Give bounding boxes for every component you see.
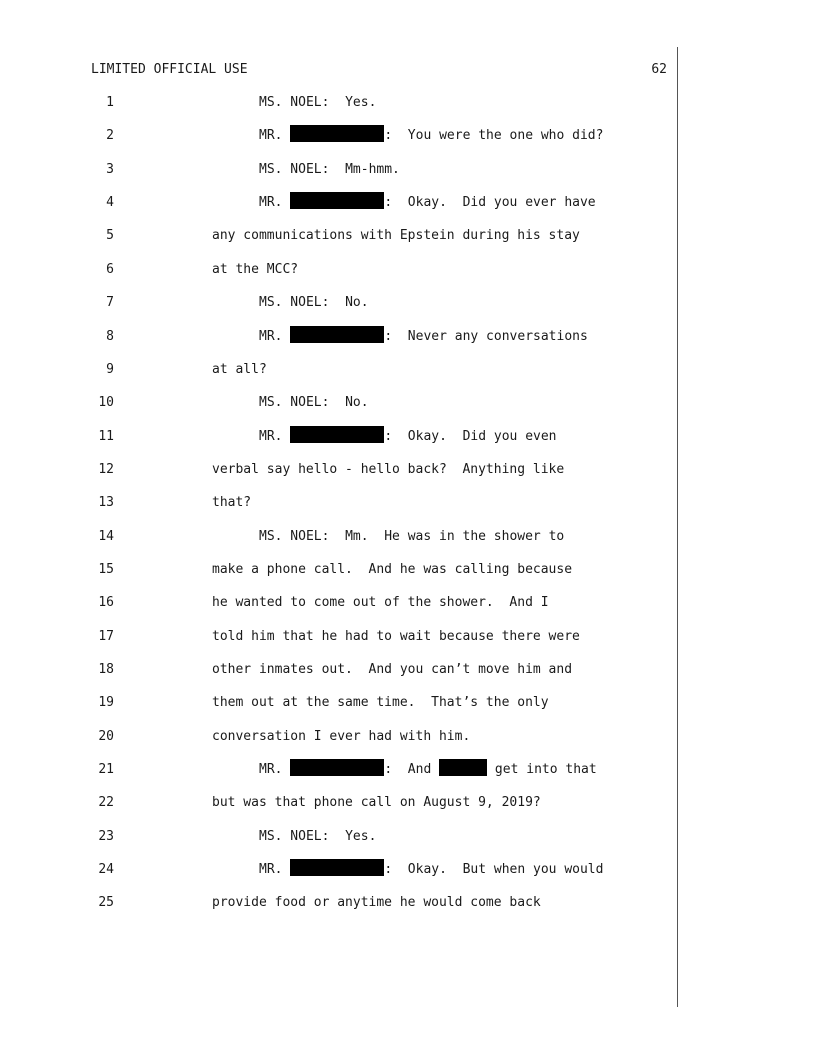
transcript-line (0, 159, 816, 181)
line-text-segment: : You were the one who did? (384, 128, 604, 144)
line-text-segment: MR. (259, 428, 291, 444)
line-text (212, 792, 541, 814)
line-number: 16 (98, 595, 114, 611)
line-text-segment: any communications with Epstein during his stay (212, 228, 580, 244)
redaction-box (290, 326, 384, 343)
line-number: 6 (106, 261, 114, 277)
transcript-line (0, 859, 816, 881)
line-number: 4 (106, 195, 114, 211)
line-text-segment: at the MCC? (212, 261, 299, 277)
transcript-line (0, 826, 816, 848)
line-text-segment: provide food or anytime he would come back (212, 895, 541, 911)
line-text-segment: at all? (212, 361, 267, 377)
transcript-line (0, 626, 816, 648)
line-text-segment: MR. (259, 762, 291, 777)
line-text-segment: MS. NOEL: Mm-hmm. (259, 161, 400, 177)
line-number: 5 (106, 228, 114, 244)
line-text (212, 259, 298, 281)
line-number: 12 (98, 461, 114, 477)
line-number: 22 (98, 795, 114, 811)
line-text-segment: MS. NOEL: Yes. (259, 828, 377, 844)
page-number: 62 (651, 62, 667, 77)
line-number: 10 (98, 395, 114, 411)
line-text (212, 692, 549, 714)
transcript-line (0, 292, 816, 314)
transcript-line (0, 692, 816, 714)
line-number: 23 (98, 828, 114, 844)
line-text-segment: MS. NOEL: No. (259, 295, 369, 311)
line-number: 19 (98, 695, 114, 711)
line-text-segment: MS. NOEL: No. (259, 395, 369, 411)
transcript-line (0, 359, 816, 381)
line-text-segment: : Never any conversations (384, 328, 588, 344)
line-text-segment: that? (212, 495, 252, 511)
redaction-box (439, 759, 487, 776)
line-text (259, 759, 597, 781)
line-number: 17 (98, 628, 114, 644)
line-text (259, 826, 376, 848)
transcript-line (0, 459, 816, 481)
transcript-line (0, 892, 816, 914)
transcript-line (0, 759, 816, 781)
line-text (212, 592, 549, 614)
line-text (212, 459, 564, 481)
line-number: 18 (98, 662, 114, 677)
classification-header: LIMITED OFFICIAL USE (91, 62, 248, 77)
line-text-segment: MR. (259, 195, 291, 211)
line-text (212, 559, 572, 581)
line-text-segment: : And (384, 762, 440, 777)
line-text (259, 392, 369, 414)
line-text (259, 526, 564, 548)
line-text-segment: MS. NOEL: Mm. He was in the shower to (259, 528, 565, 544)
line-text-segment: conversation I ever had with him. (212, 728, 471, 744)
line-text (259, 192, 596, 214)
line-text-segment: but was that phone call on August 9, 2019? (212, 795, 541, 811)
line-text-segment: : Okay. But when you would (384, 862, 604, 878)
transcript-line (0, 326, 816, 348)
transcript-line (0, 592, 816, 614)
line-text (259, 426, 557, 448)
line-text-segment: he wanted to come out of the shower. And I (212, 595, 549, 611)
line-number: 9 (106, 361, 114, 377)
transcript-line (0, 526, 816, 548)
line-number: 20 (98, 728, 114, 744)
line-number: 13 (98, 495, 114, 511)
line-number: 11 (98, 428, 114, 444)
line-text (259, 125, 603, 147)
line-number: 21 (98, 762, 114, 777)
transcript-line (0, 492, 816, 514)
transcript-line (0, 792, 816, 814)
line-text (259, 859, 603, 881)
line-number: 8 (106, 328, 114, 344)
transcript-line (0, 125, 816, 147)
redaction-box (290, 192, 384, 209)
line-text-segment: MR. (259, 328, 291, 344)
line-number: 3 (106, 161, 114, 177)
line-text-segment: other inmates out. And you can’t move him and (212, 662, 573, 677)
line-text (212, 225, 580, 247)
line-number: 24 (98, 862, 114, 878)
line-text-segment: get into that (487, 762, 597, 777)
line-text (212, 892, 541, 914)
line-text-segment: : Okay. Did you even (384, 428, 557, 444)
line-text-segment: verbal say hello - hello back? Anything like (212, 461, 565, 477)
line-number: 14 (98, 528, 114, 544)
line-text-segment: them out at the same time. That’s the only (212, 695, 549, 711)
line-text-segment: : Okay. Did you ever have (384, 195, 596, 211)
transcript-line (0, 426, 816, 448)
line-text (259, 92, 376, 114)
line-number: 25 (98, 895, 114, 911)
line-text (212, 726, 470, 748)
transcript-line (0, 726, 816, 748)
transcript-line (0, 259, 816, 281)
transcript-line (0, 225, 816, 247)
line-text-segment: MR. (259, 862, 291, 878)
line-text-segment: MR. (259, 128, 291, 144)
line-text-segment: make a phone call. And he was calling because (212, 561, 573, 577)
transcript-line (0, 659, 816, 681)
line-text (212, 359, 267, 381)
transcript-line (0, 559, 816, 581)
line-number: 2 (106, 128, 114, 144)
line-text-segment: told him that he had to wait because there were (212, 628, 580, 644)
line-text-segment: MS. NOEL: Yes. (259, 95, 377, 110)
line-text (259, 292, 369, 314)
redaction-box (290, 426, 384, 443)
line-number: 7 (106, 295, 114, 311)
line-text (212, 626, 580, 648)
transcript-line (0, 92, 816, 114)
line-text (259, 159, 400, 181)
line-text (259, 326, 588, 348)
line-number: 15 (98, 561, 114, 577)
transcript-line (0, 392, 816, 414)
redaction-box (290, 859, 384, 876)
redaction-box (290, 125, 384, 142)
line-text (212, 659, 572, 681)
transcript-line (0, 192, 816, 214)
line-text (212, 492, 251, 514)
line-number: 1 (106, 95, 114, 110)
redaction-box (290, 759, 384, 776)
